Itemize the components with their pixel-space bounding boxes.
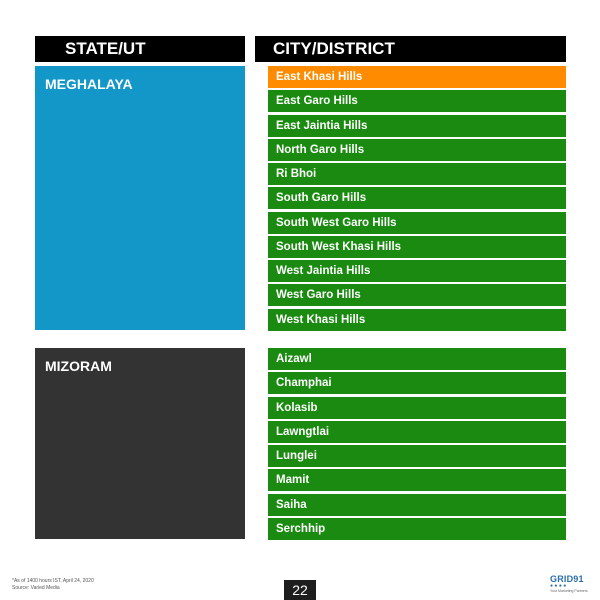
footnote: [12, 578, 94, 592]
district-item: West Jaintia Hills: [268, 260, 566, 282]
district-item: North Garo Hills: [268, 139, 566, 161]
source-note: Source: Varied Media: [12, 585, 60, 591]
mizoram-district-list: [268, 348, 566, 542]
district-item: Lunglei: [268, 445, 566, 467]
district-item: East Khasi Hills: [268, 66, 566, 88]
district-item: South West Garo Hills: [268, 212, 566, 234]
district-item: Saiha: [268, 494, 566, 516]
district-item: West Khasi Hills: [268, 309, 566, 331]
district-item: South West Khasi Hills: [268, 236, 566, 258]
district-item: Kolasib: [268, 397, 566, 419]
district-item: West Garo Hills: [268, 284, 566, 306]
district-item: Mamit: [268, 469, 566, 491]
district-item: Champhai: [268, 372, 566, 394]
logo-text: GRID91: [550, 574, 584, 584]
page-number: 22: [284, 580, 316, 600]
district-item: Ri Bhoi: [268, 163, 566, 185]
meghalaya-district-list: [268, 66, 566, 333]
logo-dots: ● ● ● ●: [550, 583, 567, 589]
district-item: Lawngtlai: [268, 421, 566, 443]
district-item: East Garo Hills: [268, 90, 566, 112]
district-item: South Garo Hills: [268, 187, 566, 209]
timestamp-note: *As of 1400 hours IST, April 24, 2020: [12, 578, 94, 584]
district-item: Serchhip: [268, 518, 566, 540]
logo-tagline: Your Marketing Partners: [550, 589, 588, 593]
state-meghalaya: MEGHALAYA: [35, 66, 245, 330]
grid91-logo: [550, 574, 596, 594]
state-ut-header: STATE/UT: [35, 36, 245, 62]
city-district-header: CITY/DISTRICT: [255, 36, 566, 62]
district-item: Aizawl: [268, 348, 566, 370]
district-item: East Jaintia Hills: [268, 115, 566, 137]
state-mizoram: MIZORAM: [35, 348, 245, 539]
